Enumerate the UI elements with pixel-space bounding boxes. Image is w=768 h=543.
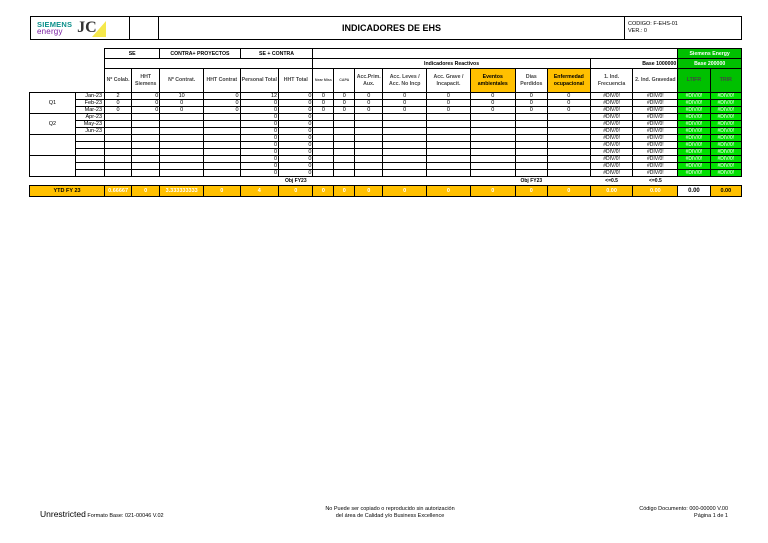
cell-personal-total: 0	[240, 170, 279, 177]
ytd-label: YTD FY 23	[30, 186, 105, 197]
month-label: Feb-23	[75, 100, 104, 107]
objective-label-a: Obj FY23	[284, 178, 307, 184]
col-ind-gravedad: 2. Ind. Gravedad	[633, 69, 678, 93]
cell-hht-siemens: 0	[132, 93, 160, 100]
logo-area	[31, 17, 130, 39]
cell-ltifr: #DIV/0!	[678, 93, 710, 100]
ytd-acc-grave: 0	[427, 186, 471, 197]
notice-line-2: del área de Calidad y/o Business Excellence	[335, 513, 445, 519]
ytd-acc-prim: 0	[355, 186, 383, 197]
cell-colab: 0	[105, 107, 132, 114]
document-title: INDICADORES DE EHS	[159, 17, 625, 39]
cell-ind-gravedad: #DIV/0!	[633, 93, 678, 100]
cell-ind-gravedad: #DIV/0!	[633, 163, 678, 170]
cell-hht-total: 0	[279, 170, 313, 177]
col-ltifr: LTIFR	[678, 69, 710, 93]
cell-acc-prim: 0	[355, 107, 383, 114]
cell-trir: #DIV/0!	[710, 121, 741, 128]
cell-ltifr: #DIV/0!	[678, 135, 710, 142]
cell-enfermedad: 0	[547, 107, 590, 114]
footer-notice	[300, 506, 480, 520]
ytd-ltifr: 0.00	[678, 186, 710, 197]
cell-hht-contrat: 0	[204, 100, 240, 107]
cell-ltifr: #DIV/0!	[678, 163, 710, 170]
page-number: Página 1 de 1	[694, 513, 728, 519]
col-acc-prim: Acc.Prim. Aux.	[355, 69, 383, 93]
col-n-colab: Nº Colab.	[105, 69, 132, 93]
document-header	[30, 16, 742, 40]
cell-ltifr: #DIV/0!	[678, 100, 710, 107]
objective-label-b: Obj FY23	[520, 178, 543, 184]
cell-ind-frecuencia: #DIV/0!	[590, 156, 633, 163]
table-row	[30, 156, 742, 163]
cell-ind-gravedad: #DIV/0!	[633, 107, 678, 114]
cell-hht-total: 0	[279, 135, 313, 142]
cell-personal-total: 0	[240, 156, 279, 163]
table-row	[30, 142, 742, 149]
cell-ltifr: #DIV/0!	[678, 170, 710, 177]
cell-ltifr: #DIV/0!	[678, 121, 710, 128]
cell-ind-frecuencia: #DIV/0!	[590, 93, 633, 100]
cell-hht-total: 0	[279, 121, 313, 128]
table-row	[30, 128, 742, 135]
objective-row	[30, 177, 742, 186]
ytd-acc-leves: 0	[383, 186, 427, 197]
cell-personal-total: 0	[240, 121, 279, 128]
cell-trir: #DIV/0!	[710, 156, 741, 163]
group-blank	[313, 49, 678, 59]
format-base: Formato Base: 021-00046 V.02	[87, 513, 164, 519]
cell-dias: 0	[515, 93, 547, 100]
cell-eventos: 0	[470, 100, 515, 107]
cell-capa: 0	[334, 100, 355, 107]
cell-ind-gravedad: #DIV/0!	[633, 135, 678, 142]
ytd-capa: 0	[334, 186, 355, 197]
cell-personal-total: 12	[240, 93, 279, 100]
cell-personal-total: 0	[240, 128, 279, 135]
cell-enfermedad: 0	[547, 93, 590, 100]
group-header-row	[30, 49, 742, 59]
cell-trir: #DIV/0!	[710, 170, 741, 177]
cell-acc-leves: 0	[383, 93, 427, 100]
cell-ltifr: #DIV/0!	[678, 128, 710, 135]
cell-acc-grave: 0	[427, 107, 471, 114]
month-label: Jun-23	[75, 128, 104, 135]
table-row	[30, 114, 742, 121]
cell-dias: 0	[515, 107, 547, 114]
cell-hht-contrat: 0	[204, 107, 240, 114]
col-hht-siemens: HHT Siemens	[132, 69, 160, 93]
cell-hht-siemens: 0	[132, 100, 160, 107]
objective-gravedad: <=0.5	[648, 178, 662, 184]
ytd-near-miss: 0	[313, 186, 334, 197]
ytd-row	[30, 186, 742, 197]
cell-personal-total: 0	[240, 107, 279, 114]
cell-ind-frecuencia: #DIV/0!	[590, 163, 633, 170]
cell-hht-total: 0	[279, 149, 313, 156]
col-n-contrat: Nº Contrat.	[160, 69, 204, 93]
quarter-label: Q1	[30, 93, 76, 114]
table-row	[30, 170, 742, 177]
logo-energy-text: energy	[37, 27, 63, 36]
quarter-label: Q2	[30, 114, 76, 135]
cell-eventos: 0	[470, 107, 515, 114]
cell-ltifr: #DIV/0!	[678, 114, 710, 121]
cell-ltifr: #DIV/0!	[678, 142, 710, 149]
cell-hht-total: 0	[279, 100, 313, 107]
document-version: VER.: 0	[628, 28, 647, 34]
cell-enfermedad: 0	[547, 100, 590, 107]
cell-colab: 2	[105, 93, 132, 100]
cell-contrat: 0	[160, 100, 204, 107]
cell-personal-total: 0	[240, 142, 279, 149]
cell-ind-gravedad: #DIV/0!	[633, 128, 678, 135]
cell-ind-frecuencia: #DIV/0!	[590, 170, 633, 177]
cell-trir: #DIV/0!	[710, 93, 741, 100]
cell-acc-prim: 0	[355, 93, 383, 100]
month-label: Mar-23	[75, 107, 104, 114]
cell-ind-frecuencia: #DIV/0!	[590, 128, 633, 135]
cell-ind-gravedad: #DIV/0!	[633, 170, 678, 177]
cell-ind-frecuencia: #DIV/0!	[590, 142, 633, 149]
table-row	[30, 107, 742, 114]
cell-acc-grave: 0	[427, 100, 471, 107]
cell-hht-total: 0	[279, 128, 313, 135]
cell-ltifr: #DIV/0!	[678, 156, 710, 163]
cell-trir: #DIV/0!	[710, 163, 741, 170]
table-row	[30, 135, 742, 142]
col-capa: CAPA	[334, 69, 355, 93]
cell-dias: 0	[515, 100, 547, 107]
col-dias: Dias Perdidos	[515, 69, 547, 93]
cell-trir: #DIV/0!	[710, 149, 741, 156]
group-contra: CONTRA+ PROYECTOS	[160, 49, 240, 59]
objective-frecuencia: <=0.5	[605, 178, 618, 184]
month-label: May-23	[75, 121, 104, 128]
cell-hht-total: 0	[279, 163, 313, 170]
cell-ind-gravedad: #DIV/0!	[633, 142, 678, 149]
cell-hht-total: 0	[279, 107, 313, 114]
cell-ind-frecuencia: #DIV/0!	[590, 100, 633, 107]
ehs-indicators-table	[29, 48, 742, 197]
logo-siemens-text: SIEMENS	[37, 20, 73, 29]
cell-near-miss: 0	[313, 100, 334, 107]
quarter-label-empty	[30, 135, 76, 156]
cell-ltifr: #DIV/0!	[678, 149, 710, 156]
cell-contrat: 0	[160, 107, 204, 114]
table-row	[30, 149, 742, 156]
ytd-colab: 0.66667	[105, 186, 132, 197]
col-enfermedad: Enfermedad ocupacional	[547, 69, 590, 93]
footer-left	[40, 511, 164, 520]
group-siemens-energy: Siemens Energy	[678, 49, 742, 59]
cell-hht-total: 0	[279, 156, 313, 163]
cell-ind-gravedad: #DIV/0!	[633, 100, 678, 107]
ytd-dias: 0	[515, 186, 547, 197]
group-se: SE	[105, 49, 160, 59]
cell-hht-total: 0	[279, 142, 313, 149]
quarter-label-empty	[30, 156, 76, 177]
col-acc-leves: Acc. Leves / Acc. No Incp	[383, 69, 427, 93]
col-ind-frecuencia: 1. Ind. Frecuencia	[590, 69, 633, 93]
col-eventos: Eventos ambientales	[470, 69, 515, 93]
ytd-hht-total: 0	[279, 186, 313, 197]
cell-ind-frecuencia: #DIV/0!	[590, 107, 633, 114]
cell-personal-total: 0	[240, 149, 279, 156]
ytd-hht-contrat: 0	[204, 186, 240, 197]
table-row	[30, 100, 742, 107]
group-base-1m: Base 1000000	[590, 59, 678, 69]
cell-trir: #DIV/0!	[710, 107, 741, 114]
cell-hht-total: 0	[279, 93, 313, 100]
document-code-box	[625, 17, 741, 39]
ytd-contrat: 3.333333333	[160, 186, 204, 197]
cell-ind-frecuencia: #DIV/0!	[590, 149, 633, 156]
cell-acc-leves: 0	[383, 100, 427, 107]
cell-eventos: 0	[470, 93, 515, 100]
ytd-trir: 0.00	[710, 186, 741, 197]
col-acc-grave: Acc. Grave / Incapacit.	[427, 69, 471, 93]
col-hht-total: HHT Total	[279, 69, 313, 93]
table-row	[30, 121, 742, 128]
cell-trir: #DIV/0!	[710, 100, 741, 107]
ytd-ind-gravedad: 0.00	[633, 186, 678, 197]
ytd-hht-siemens: 0	[132, 186, 160, 197]
col-hht-contrat: HHT Contrat	[204, 69, 240, 93]
group-reactive-indicators: Indicadores Reactivos	[313, 59, 590, 69]
cell-hht-siemens: 0	[132, 107, 160, 114]
jc-logo	[77, 19, 106, 37]
cell-trir: #DIV/0!	[710, 114, 741, 121]
cell-acc-prim: 0	[355, 100, 383, 107]
classification-label: Unrestricted	[40, 509, 86, 519]
cell-ind-gravedad: #DIV/0!	[633, 156, 678, 163]
cell-contrat: 10	[160, 93, 204, 100]
cell-acc-leves: 0	[383, 107, 427, 114]
month-label: Apr-23	[75, 114, 104, 121]
cell-personal-total: 0	[240, 100, 279, 107]
column-header-row	[30, 69, 742, 93]
col-personal-total: Personal Total	[240, 69, 279, 93]
cell-trir: #DIV/0!	[710, 142, 741, 149]
document-code: CODIGO: F-EHS-01	[628, 21, 678, 27]
header-spacer	[130, 17, 159, 39]
cell-acc-grave: 0	[427, 93, 471, 100]
subgroup-header-row	[30, 59, 742, 69]
cell-capa: 0	[334, 107, 355, 114]
ytd-ind-frecuencia: 0.00	[590, 186, 633, 197]
cell-near-miss: 0	[313, 107, 334, 114]
ytd-eventos: 0	[470, 186, 515, 197]
cell-ind-gravedad: #DIV/0!	[633, 114, 678, 121]
cell-ind-gravedad: #DIV/0!	[633, 149, 678, 156]
ytd-personal-total: 4	[240, 186, 279, 197]
ytd-enfermedad: 0	[547, 186, 590, 197]
col-near-miss: Near Miss	[313, 69, 334, 93]
cell-personal-total: 0	[240, 163, 279, 170]
cell-hht-total: 0	[279, 114, 313, 121]
cell-ind-frecuencia: #DIV/0!	[590, 114, 633, 121]
logo-jc-text: JC	[77, 19, 97, 36]
cell-colab: 0	[105, 100, 132, 107]
cell-trir: #DIV/0!	[710, 135, 741, 142]
cell-trir: #DIV/0!	[710, 128, 741, 135]
cell-capa: 0	[334, 93, 355, 100]
cell-ltifr: #DIV/0!	[678, 107, 710, 114]
table-row	[30, 93, 742, 100]
cell-ind-frecuencia: #DIV/0!	[590, 135, 633, 142]
siemens-energy-logo	[37, 21, 72, 35]
cell-hht-contrat: 0	[204, 93, 240, 100]
group-se-contra: SE + CONTRA	[240, 49, 313, 59]
footer-right	[590, 506, 728, 520]
cell-ind-gravedad: #DIV/0!	[633, 121, 678, 128]
month-label: Jan-23	[75, 93, 104, 100]
cell-personal-total: 0	[240, 135, 279, 142]
notice-line-1: No Puede ser copiado o reproducido sin autorización	[325, 506, 455, 512]
cell-personal-total: 0	[240, 114, 279, 121]
cell-near-miss: 0	[313, 93, 334, 100]
document-code-footer: Código Documento: 000-00000 V.00	[639, 506, 728, 512]
jc-logo-triangle-icon	[92, 21, 106, 37]
col-trir: TRIR	[710, 69, 741, 93]
cell-ind-frecuencia: #DIV/0!	[590, 121, 633, 128]
table-row	[30, 163, 742, 170]
group-base-200k: Base 200000	[678, 59, 742, 69]
